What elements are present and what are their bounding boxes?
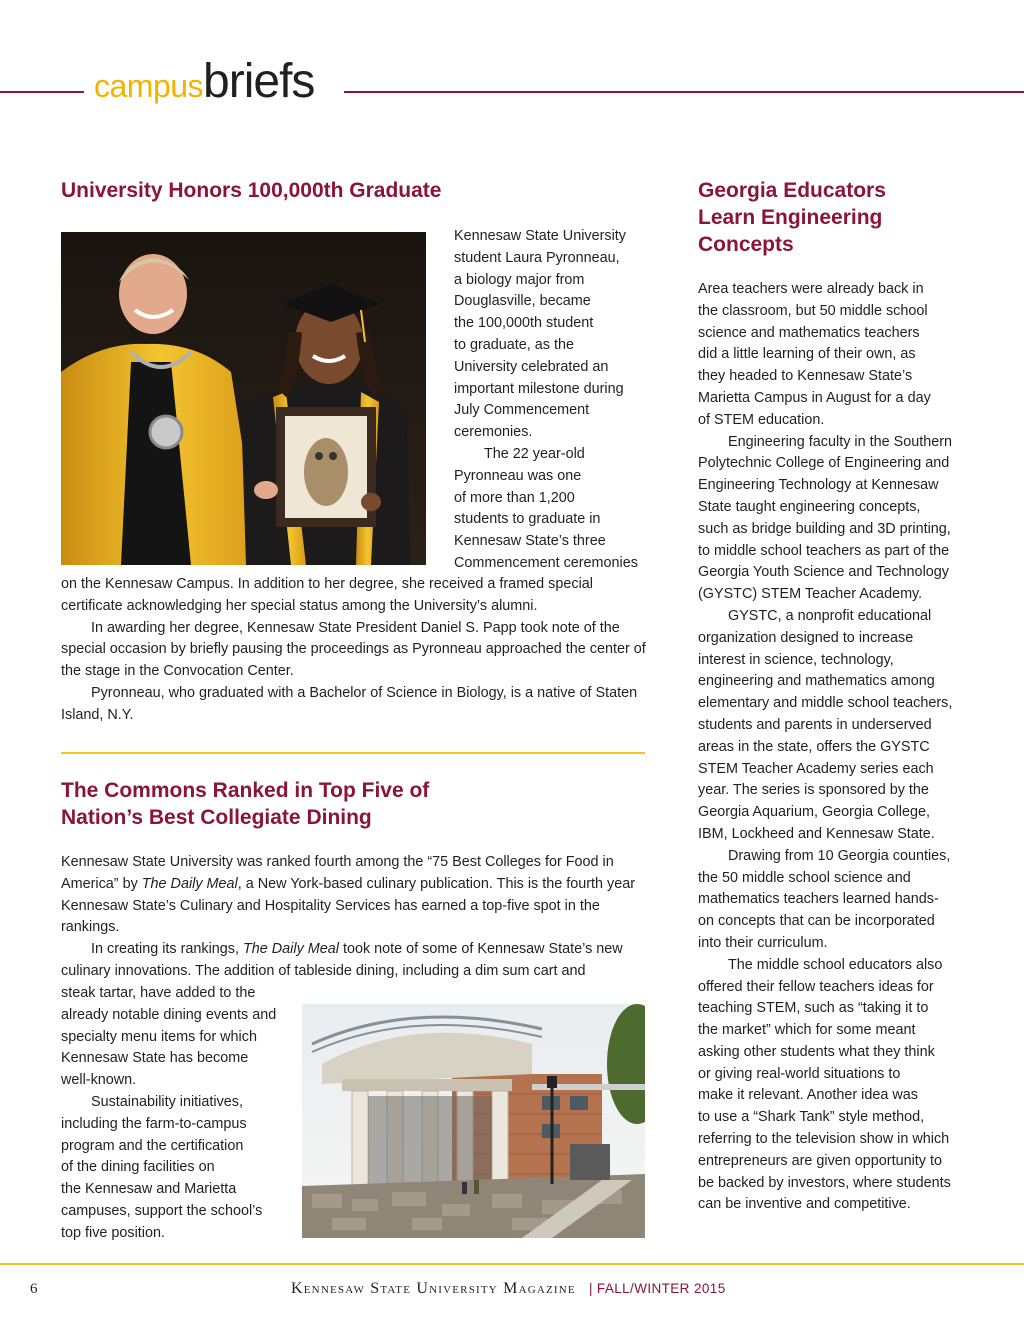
footer-rule <box>0 1263 1024 1265</box>
article2-body-top <box>61 852 651 983</box>
article2-title <box>61 777 429 831</box>
section-title <box>94 55 315 108</box>
article1-para2-cont: on the Kennesaw Campus. In addition to her degree, she received a framed special certificate acknowledging her special status among the University’s alumni. <box>61 576 593 614</box>
article3-title-line1: Georgia Educators <box>698 179 886 202</box>
magazine-name: Kennesaw State University Magazine <box>291 1280 576 1297</box>
section-title-briefs: briefs <box>203 55 315 108</box>
article1-para3: In awarding her degree, Kennesaw State President Daniel S. Papp took note of the special occasion by briefly pausing the proceedings as Pyronneau approached the center of the stage in the Convocation Center. <box>61 619 646 680</box>
footer-separator: | <box>589 1281 593 1296</box>
article2-body-left: steak tartar, have added to the already notable dining events and specialty menu items for which Kennesaw State has become well-known. Sustainability initiatives, including the farm-to-campus program and the certification of the dining facilities on the Kennesaw and Marietta campuses, support the school’s top five position. <box>61 985 277 1241</box>
graduate-photo <box>61 232 426 565</box>
article3-body: Area teachers were already back in the classroom, but 50 middle school science and mathematics teachers did a little learning of their own, as they headed to Kennesaw State’s Marietta Campus in August for a day of STEM education. Engineering faculty in the Southern Polytechnic College of Engineering and Engineering Technology at Kennesaw State taught engineering concepts, such as bridge building and 3D printing, to middle school teachers as part of the Georgia Youth Science and Technology (GYSTC) STEM Teacher Academy. GYSTC, a nonprofit educational organization designed to increase interest in science, technology, engineering and mathematics among elementary and middle school teachers, students and parents in underserved areas in the state, offers the GYSTC STEM Teacher Academy series each year. The series is sponsored by the Georgia Aquarium, Georgia College, IBM, Lockheed and Kennesaw State. Drawing from 10 Georgia counties, the 50 middle school science and mathematics teachers learned hands- on concepts that can be incorporated into their curriculum. The middle school educators also offered their fellow teachers ideas for teaching STEM, such as “taking it to the market” which for some meant asking other students what they think or giving real-world situations to make it relevant. Another idea was to use a “Shark Tank” style method, referring to the television show in which entrepreneurs are given opportunity to be backed by investors, where students can be inventive and competitive. <box>698 281 953 1213</box>
article2-title-line1: The Commons Ranked in Top Five of <box>61 779 430 802</box>
article1-para4: Pyronneau, who graduated with a Bachelor of Science in Biology, is a native of Staten Island, N.Y. <box>61 684 638 723</box>
section-title-campus: campus <box>94 68 204 104</box>
article3-title-line2: Learn Engineering <box>698 206 883 229</box>
header-rule-right <box>344 91 1024 93</box>
issue-label <box>589 1281 726 1296</box>
article3-title-line3: Concepts <box>698 233 794 256</box>
article1-title: University Honors 100,000th Graduate <box>61 179 442 202</box>
page-number: 6 <box>30 1281 38 1297</box>
publication-name: The Daily Meal <box>141 875 238 892</box>
publication-name: The Daily Meal <box>242 941 339 958</box>
article3-title <box>698 177 886 258</box>
header-rule-left <box>0 91 84 93</box>
article-divider <box>61 752 645 754</box>
article1-body <box>61 574 651 727</box>
article1-para1: Kennesaw State University student Laura Pyronneau, a biology major from Douglasville, became the 100,000th student to graduate, as the University celebrated an important milestone during July Commencement ceremonies. The 22 year-old Pyronneau was one of more than 1,200 students to graduate in Kennesaw State’s three Commencement ceremonies <box>454 228 638 571</box>
article2-para2: In creating its rankings, The Daily Meal took note of some of Kennesaw State’s new culinary innovations. The addition of tableside dining, including a dim sum cart and <box>61 941 623 979</box>
article2-para1: Kennesaw State University was ranked fourth among the “75 Best Colleges for Food in America” by The Daily Meal, a New York-based culinary publication. This is the fourth year Kennesaw State’s Culinary and Hospitality Services has earned a top-five spot in the rankings. <box>61 854 636 936</box>
article2-title-line2: Nation’s Best Collegiate Dining <box>61 806 372 829</box>
issue-date: FALL/WINTER 2015 <box>596 1281 726 1296</box>
commons-building-photo <box>302 1004 645 1238</box>
